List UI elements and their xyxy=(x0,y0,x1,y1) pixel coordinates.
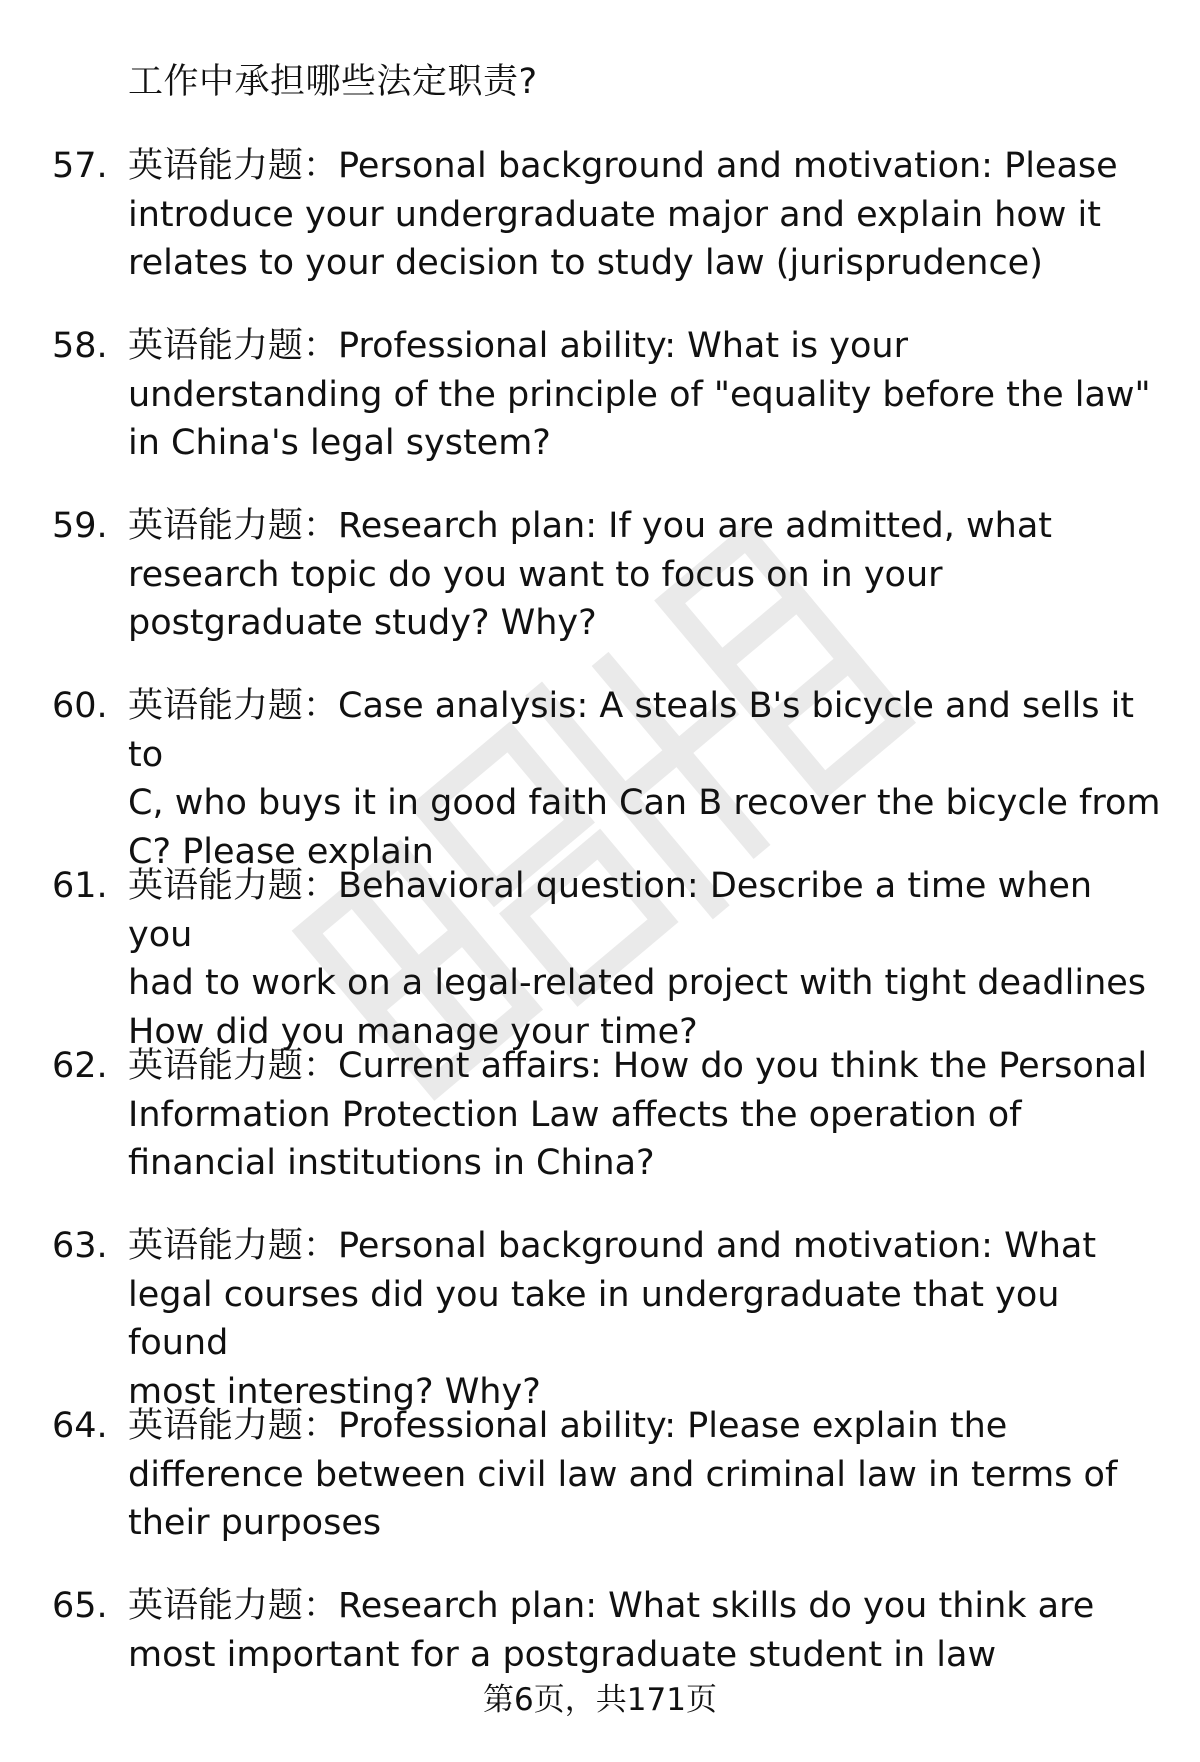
question-line: most important for a postgraduate student in law xyxy=(128,1634,997,1675)
list-item xyxy=(0,502,1200,682)
question-text xyxy=(128,1582,1164,1679)
question-number: 64. xyxy=(52,1406,108,1446)
list-item xyxy=(0,1582,1200,1762)
question-number: 63. xyxy=(52,1226,108,1266)
question-line: 英语能力题：Research plan: If you are admitted, what xyxy=(128,506,1052,546)
question-text xyxy=(128,142,1164,288)
question-text xyxy=(128,682,1164,876)
question-number: 60. xyxy=(52,686,108,726)
list-item xyxy=(0,322,1200,502)
question-line: C? Please explain xyxy=(128,831,434,872)
question-line: in China's legal system? xyxy=(128,423,551,463)
question-line: introduce your undergraduate major and explain how it xyxy=(128,194,1101,235)
question-list xyxy=(0,142,1200,1762)
question-line: relates to your decision to study law (jurisprudence) xyxy=(128,243,1043,283)
question-number: 61. xyxy=(52,866,108,906)
question-line: 英语能力题：Personal background and motivation: Please xyxy=(128,146,1118,186)
question-line: difference between civil law and criminal law in terms of xyxy=(128,1454,1118,1495)
list-item xyxy=(0,682,1200,872)
list-item xyxy=(0,1042,1200,1222)
list-item xyxy=(0,1222,1200,1412)
question-number: 65. xyxy=(52,1586,108,1626)
question-text xyxy=(128,1402,1164,1548)
question-text xyxy=(128,1042,1164,1188)
question-line: financial institutions in China? xyxy=(128,1143,655,1183)
question-number: 59. xyxy=(52,506,108,546)
question-text xyxy=(128,322,1164,468)
question-line: postgraduate study? Why? xyxy=(128,603,597,643)
question-line: How did you manage your time? xyxy=(128,1011,698,1052)
question-line: 英语能力题：Behavioral question: Describe a time when you xyxy=(128,866,1093,955)
question-line: had to work on a legal-related project with tight deadlines xyxy=(128,963,1147,1003)
question-number: 62. xyxy=(52,1046,108,1086)
question-line: 英语能力题：Personal background and motivation: What xyxy=(128,1226,1097,1266)
page-footer: 第6页，共171页 xyxy=(483,1682,717,1718)
question-line: legal courses did you take in undergraduate that you found xyxy=(128,1274,1060,1363)
question-line: 英语能力题：Professional ability: What is your xyxy=(128,326,908,366)
question-number: 58. xyxy=(52,326,108,366)
question-line: their purposes xyxy=(128,1503,382,1543)
question-line: 英语能力题：Research plan: What skills do you think are xyxy=(128,1586,1095,1626)
question-text xyxy=(128,862,1164,1056)
question-text xyxy=(128,502,1164,648)
question-line: 英语能力题：Professional ability: Please explain the xyxy=(128,1406,1008,1446)
question-line: Information Protection Law affects the operation of xyxy=(128,1094,1022,1135)
question-line: C, who buys it in good faith Can B recover the bicycle from xyxy=(128,783,1161,823)
list-item xyxy=(0,862,1200,1052)
list-item xyxy=(0,1402,1200,1582)
continued-question-text: 工作中承担哪些法定职责? xyxy=(128,62,538,102)
question-line: understanding of the principle of "equality before the law" xyxy=(128,374,1151,415)
question-line: research topic do you want to focus on in your xyxy=(128,554,943,595)
question-text xyxy=(128,1222,1164,1416)
question-line: 英语能力题：Case analysis: A steals B's bicycle and sells it to xyxy=(128,686,1135,775)
list-item xyxy=(0,142,1200,322)
question-line: 英语能力题：Current affairs: How do you think the Personal xyxy=(128,1046,1148,1086)
question-line: most interesting? Why? xyxy=(128,1371,541,1412)
question-number: 57. xyxy=(52,146,108,186)
